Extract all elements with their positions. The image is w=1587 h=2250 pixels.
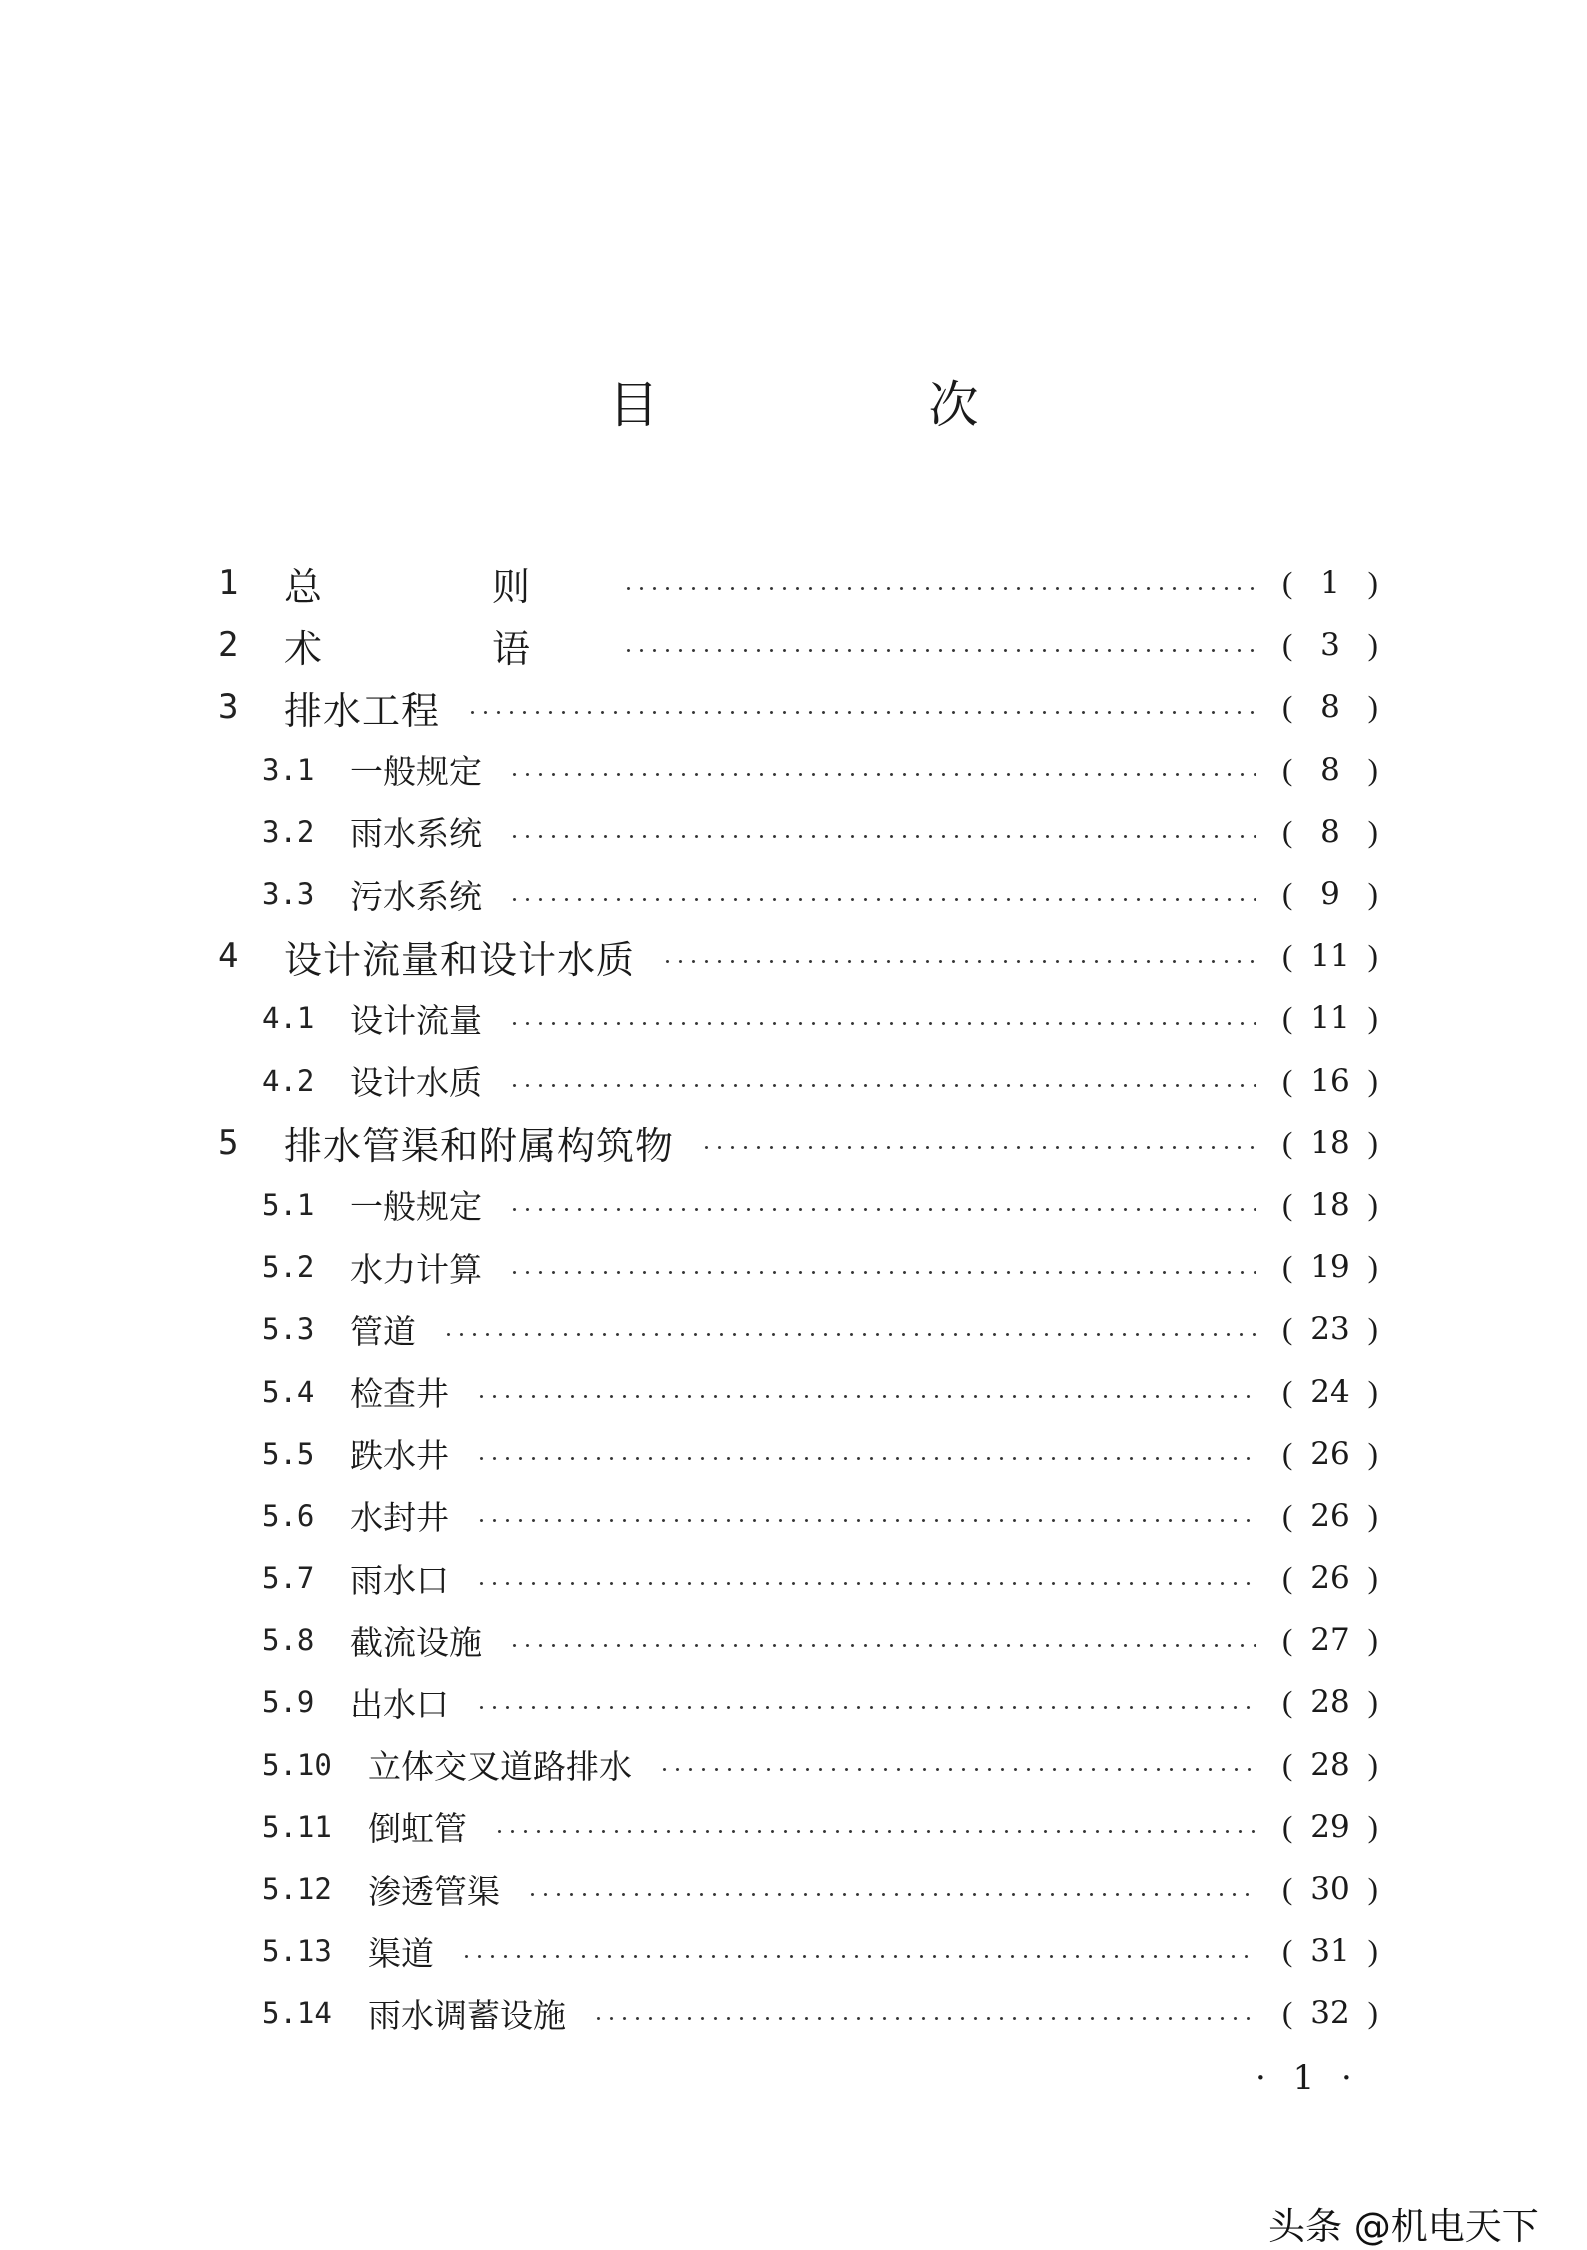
page-number: 8 [1320,813,1340,850]
dot-leader [508,835,1256,838]
dot-leader [622,649,1256,652]
page-number: 28 [1310,1746,1350,1783]
section-title: 一般规定 [350,752,482,792]
toc-entry[interactable] [218,1236,1378,1298]
section-number: 3.1 [262,752,315,787]
dot-leader [466,711,1256,714]
page-number: 18 [1310,1124,1350,1161]
page-reference: ( 8 ) [1282,689,1378,726]
page-number: 30 [1310,1871,1350,1908]
section-title: 设计水质 [350,1063,482,1103]
section-number: 3 [218,687,239,728]
page-number: 19 [1310,1249,1350,1286]
toc-entry[interactable] [218,1609,1378,1671]
toc-entry[interactable] [218,1360,1378,1422]
section-title: 设计流量 [350,1000,482,1040]
section-number: 5 [218,1122,239,1163]
section-title: 管道 [350,1311,416,1351]
section-title: 污水系统 [350,876,482,916]
dot-leader [508,1084,1256,1087]
page-number: 24 [1310,1373,1350,1410]
page-reference: ( 11 ) [1282,938,1378,975]
section-number: 5.11 [262,1809,332,1844]
page-reference: ( 32 ) [1282,1995,1378,2032]
page-reference: ( 9 ) [1282,876,1378,913]
dot-leader [526,1893,1256,1896]
toc-entry[interactable] [218,1485,1378,1547]
dot-leader [442,1333,1256,1336]
section-number: 3.2 [262,814,315,849]
page-number: 1 [1320,565,1340,602]
page-title: 目 次 [608,376,1089,434]
page-number: 29 [1310,1808,1350,1845]
section-number: 4.2 [262,1063,315,1098]
toc-entry[interactable] [218,1734,1378,1796]
page-number: 26 [1310,1560,1350,1597]
toc-entry[interactable] [218,614,1378,676]
page-reference: ( 28 ) [1282,1746,1378,1783]
section-number: 5.4 [262,1374,315,1409]
page-reference: ( 19 ) [1282,1249,1378,1286]
dot-leader [475,1395,1256,1398]
page-number: 26 [1310,1497,1350,1534]
dot-leader [493,1830,1256,1833]
page-reference: ( 1 ) [1282,565,1378,602]
section-number: 5.7 [262,1561,315,1596]
page-number: 8 [1320,689,1340,726]
page-reference: ( 31 ) [1282,1933,1378,1970]
page-number: 8 [1320,751,1340,788]
page-reference: ( 29 ) [1282,1808,1378,1845]
section-title: 渠道 [368,1933,434,1973]
page-reference: ( 8 ) [1282,751,1378,788]
section-number: 5.2 [262,1250,315,1285]
section-title: 立体交叉道路排水 [368,1747,632,1787]
dot-leader [661,960,1256,963]
toc-entry[interactable] [218,739,1378,801]
section-title: 雨水口 [350,1560,449,1600]
page-reference: ( 24 ) [1282,1373,1378,1410]
dot-leader [475,1706,1256,1709]
page-reference: ( 26 ) [1282,1435,1378,1472]
toc-entry[interactable] [218,1671,1378,1733]
toc-entry[interactable] [218,1796,1378,1858]
page-number: 18 [1310,1186,1350,1223]
dot-leader [508,898,1256,901]
section-number: 3.3 [262,877,315,912]
dot-leader [475,1582,1256,1585]
section-title: 倒虹管 [368,1809,467,1849]
section-number: 5.14 [262,1996,332,2031]
dot-leader [508,773,1256,776]
dot-leader [475,1457,1256,1460]
section-number: 4.1 [262,1001,315,1036]
page-reference: ( 26 ) [1282,1560,1378,1597]
section-title: 雨水调蓄设施 [368,1995,566,2035]
toc-entry[interactable] [218,925,1378,987]
toc-entry[interactable] [218,987,1378,1049]
page-number: 3 [1320,627,1340,664]
table-of-contents [218,552,1378,2045]
section-number: 5.8 [262,1623,315,1658]
section-title: 出水口 [350,1684,449,1724]
section-number: 5.3 [262,1312,315,1347]
page-number: 31 [1310,1933,1350,1970]
page-reference: ( 30 ) [1282,1871,1378,1908]
section-number: 5.12 [262,1872,332,1907]
toc-entry[interactable] [218,1858,1378,1920]
page-number: 9 [1320,876,1340,913]
watermark: 头条 @机电天下 [1268,2205,1539,2248]
section-number: 5.10 [262,1747,332,1782]
toc-entry[interactable] [218,801,1378,863]
section-number: 4 [218,936,239,977]
toc-entry[interactable] [218,1982,1378,2044]
page-number: 27 [1310,1622,1350,1659]
section-title: 跌水井 [350,1436,449,1476]
toc-entry[interactable] [218,863,1378,925]
page-reference: ( 16 ) [1282,1062,1378,1099]
page-reference: ( 23 ) [1282,1311,1378,1348]
page-number: 16 [1310,1062,1350,1099]
section-title: 水力计算 [350,1249,482,1289]
toc-entry[interactable] [218,676,1378,738]
section-number: 5.5 [262,1436,315,1471]
dot-leader [508,1644,1256,1647]
page-reference: ( 28 ) [1282,1684,1378,1721]
toc-entry[interactable] [218,1050,1378,1112]
dot-leader [508,1271,1256,1274]
toc-entry[interactable] [218,552,1378,614]
dot-leader [475,1519,1256,1522]
section-title: 排水工程 [284,688,441,733]
section-number: 5.1 [262,1187,315,1222]
page-reference: ( 11 ) [1282,1000,1378,1037]
section-title: 设计流量和设计水质 [284,937,636,982]
toc-entry[interactable] [218,1298,1378,1360]
section-title: 水封井 [350,1498,449,1538]
page-reference: ( 27 ) [1282,1622,1378,1659]
dot-leader [658,1768,1256,1771]
page-reference: ( 26 ) [1282,1497,1378,1534]
dot-leader [508,1022,1256,1025]
page-reference: ( 3 ) [1282,627,1378,664]
section-number: 5.9 [262,1685,315,1720]
page-folio: · 1 · [1255,2058,1360,2098]
page-number: 11 [1310,1000,1350,1037]
page-reference: ( 18 ) [1282,1186,1378,1223]
page-reference: ( 18 ) [1282,1124,1378,1161]
section-title: 截流设施 [350,1622,482,1662]
dot-leader [460,1955,1256,1958]
dot-leader [592,2017,1256,2020]
section-number: 5.6 [262,1498,315,1533]
toc-entry[interactable] [218,1423,1378,1485]
page-number: 23 [1310,1311,1350,1348]
section-title: 雨水系统 [350,814,482,854]
section-title: 渗透管渠 [368,1871,500,1911]
section-title: 一般规定 [350,1187,482,1227]
page-number: 32 [1310,1995,1350,2032]
toc-entry[interactable] [218,1112,1378,1174]
dot-leader [508,1208,1256,1211]
section-title: 排水管渠和附属构筑物 [284,1124,675,1169]
toc-entry[interactable] [218,1174,1378,1236]
section-title: 总 则 [284,564,597,609]
page-number: 11 [1310,938,1350,975]
section-number: 1 [218,563,239,604]
dot-leader [700,1146,1256,1149]
toc-entry[interactable] [218,1547,1378,1609]
toc-entry[interactable] [218,1920,1378,1982]
page-number: 28 [1310,1684,1350,1721]
dot-leader [622,587,1256,590]
section-number: 2 [218,625,239,666]
section-title: 检查井 [350,1374,449,1414]
section-title: 术 语 [284,626,597,671]
page-reference: ( 8 ) [1282,813,1378,850]
page-number: 26 [1310,1435,1350,1472]
section-number: 5.13 [262,1934,332,1969]
